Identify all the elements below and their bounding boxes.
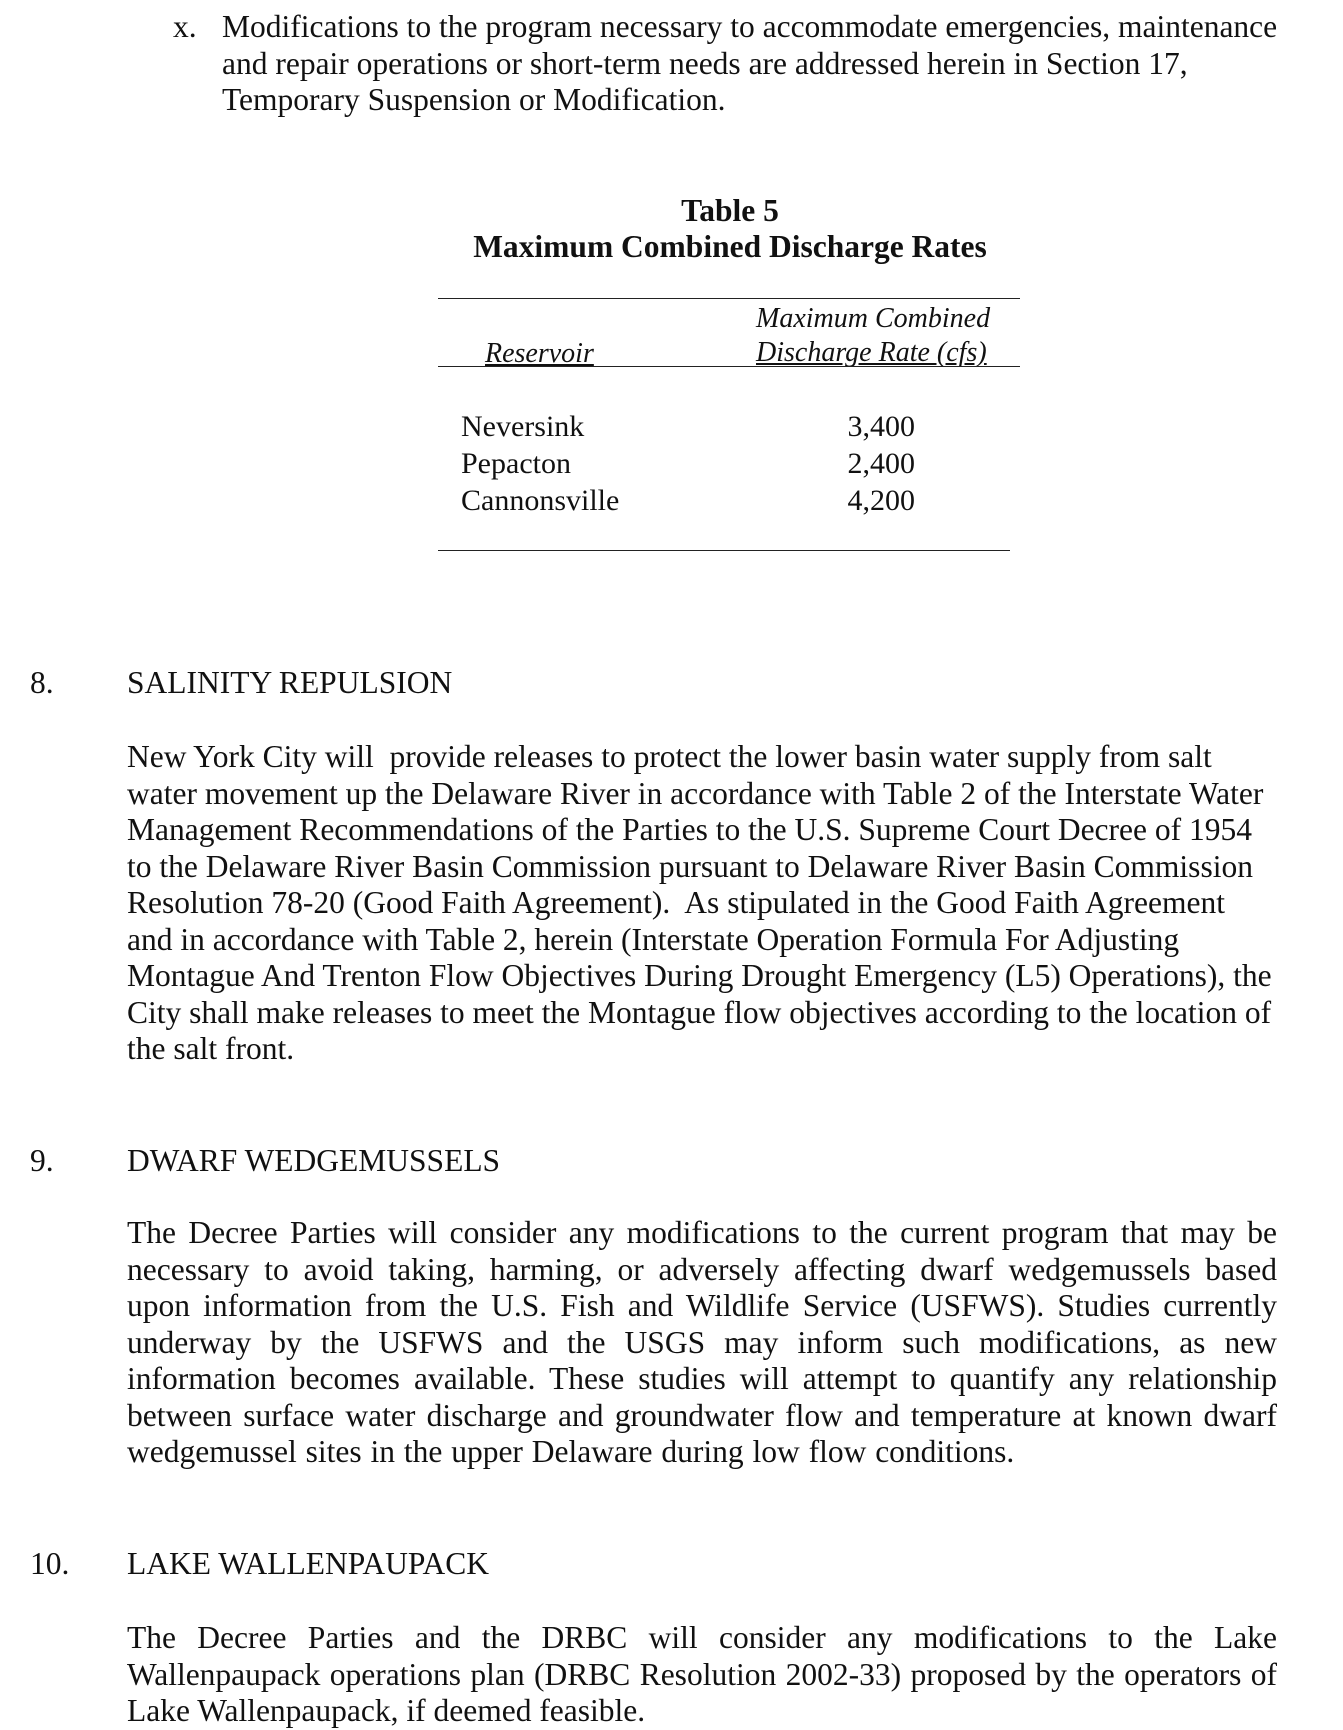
section-heading: SALINITY REPULSION xyxy=(127,665,453,700)
section-body: The Decree Parties and the DRBC will consider any modifications to the Lake Wallenpaupack operations plan (DRBC Resolution 2002-33) proposed by the operators of Lake Wallenpaupack, if deemed feasible. xyxy=(127,1620,1277,1728)
table-rule-bottom xyxy=(438,550,1010,551)
section-number: 9. xyxy=(30,1143,54,1178)
table-row-rate: 4,200 xyxy=(847,484,915,517)
section-body: The Decree Parties will consider any modifications to the current program that may be necessary to avoid taking, harming, or adversely affecting dwarf wedgemussels based upon information from the U.S. Fish and Wildlife Service (USFWS). Studies currently underway by the USFWS and the USGS may inform such modifications, as new information becomes available. These studies will attempt to quantify any relationship between surface water discharge and groundwater flow and temperature at known dwarf wedgemussel sites in the upper Delaware during low flow conditions. xyxy=(127,1215,1277,1469)
table-row-rate: 3,400 xyxy=(847,410,915,443)
table-rule-top xyxy=(438,298,1020,299)
item-x-marker: x. xyxy=(173,9,197,44)
table-row-reservoir: Neversink xyxy=(461,410,585,443)
section-number: 8. xyxy=(30,665,54,700)
section-heading: DWARF WEDGEMUSSELS xyxy=(127,1143,501,1178)
table-row-rate: 2,400 xyxy=(847,447,915,480)
section-number: 10. xyxy=(30,1546,70,1581)
section-body: New York City will provide releases to protect the lower basin water supply from salt water movement up the Delaware River in accordance with Table 2 of the Interstate Water Management Recommendations of the Parties to the U.S. Supreme Court Decree of 1954 to the Delaware River Basin Commission pursuant to Delaware River Basin Commission Resolution 78-20 (Good Faith Agreement). As stipulated in the Good Faith Agreement and in accordance with Table 2, herein (Interstate Operation Formula For Adjusting Montague And Trenton Flow Objectives During Drought Emergency (L5) Operations), the City shall make releases to meet the Montague flow objectives according to the location of the salt front. xyxy=(127,739,1280,1066)
item-x-text: Modifications to the program necessary to accommodate emergencies, maintenance and repair operations or short-term needs are addressed herein in Section 17, Temporary Suspension or Modification. xyxy=(222,9,1278,117)
table-caption: Maximum Combined Discharge Rates xyxy=(473,229,987,264)
table-row-reservoir: Pepacton xyxy=(461,447,571,480)
column-header-reservoir: Reservoir xyxy=(485,338,594,369)
column-header-rate-line2: Discharge Rate (cfs) xyxy=(756,337,987,368)
table-row-reservoir: Cannonsville xyxy=(461,484,620,517)
table-rule-header xyxy=(438,366,1020,367)
table-number: Table 5 xyxy=(681,193,779,228)
section-heading: LAKE WALLENPAUPACK xyxy=(127,1546,490,1581)
column-header-rate-line1: Maximum Combined xyxy=(756,303,991,334)
